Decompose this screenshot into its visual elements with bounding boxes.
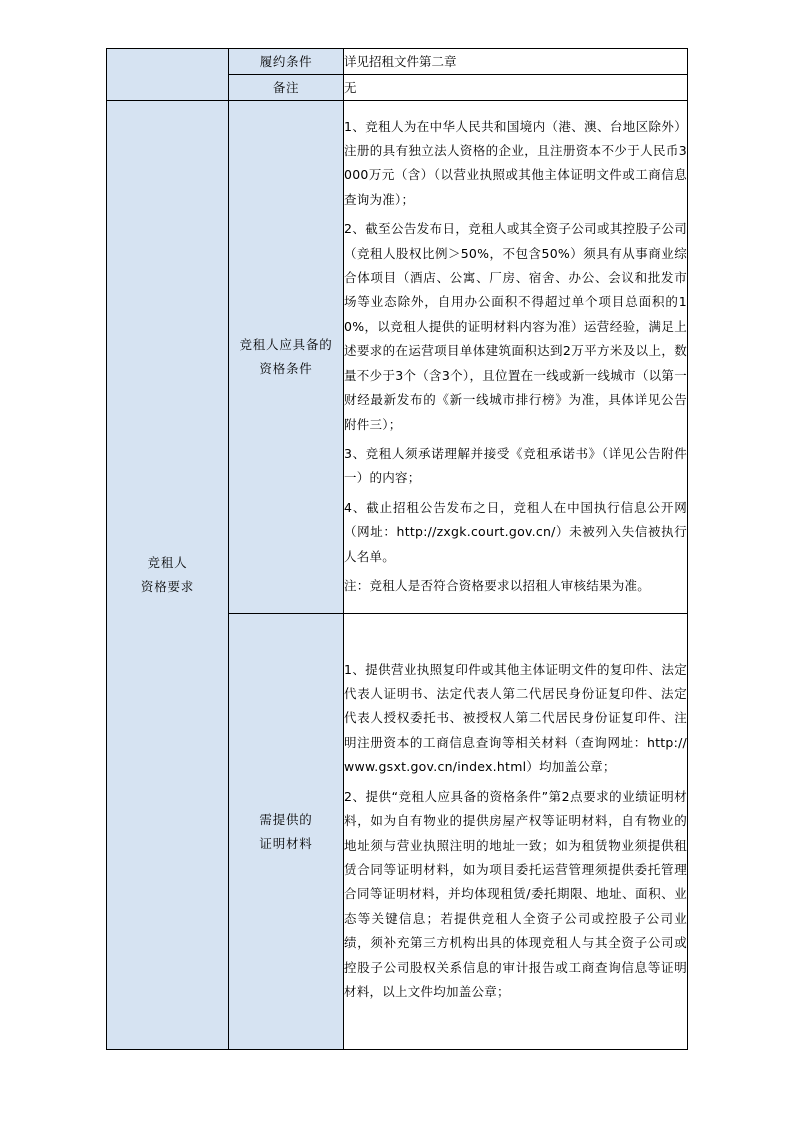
materials-label-line: 证明材料 [259, 835, 313, 851]
row-value: 详见招租文件第二章 [344, 49, 688, 75]
qualification-paragraph: 3、竞租人须承诺理解并接受《竞租承诺书》（详见公告附件一）的内容； [344, 445, 687, 486]
materials-label-line: 需提供的 [259, 811, 313, 827]
row-value: 无 [344, 75, 688, 101]
qualification-paragraph: 4、截止招租公告发布之日，竞租人在中国执行信息公开网（网址：http://zxgk.court.gov.cn/）未被列入失信被执行人名单。 [344, 499, 687, 564]
table-row [107, 49, 688, 75]
section-label-line: 资格要求 [140, 579, 195, 594]
materials-content [344, 614, 688, 1050]
blank-section-cell [107, 49, 229, 101]
materials-paragraph: 1、提供营业执照复印件或其他主体证明文件的复印件、法定代表人证明书、法定代表人第二代居民身份证复印件、法定代表人授权委托书、被授权人第二代居民身份证复印件、注明注册资本的工商信息查询等相关材料（查询网址：http://www.gsxt.gov.cn/index.html）均加盖公章； [344, 661, 687, 775]
qualification-content [344, 101, 688, 614]
materials-paragraph: 2、提供“竞租人应具备的资格条件”第2点要求的业绩证明材料，如为自有物业的提供房屋产权等证明材料，自有物业的地址须与营业执照注明的地址一致；如为租赁物业须提供租赁合同等证明材料，如为项目委托运营管理须提供委托管理合同等证明材料，并均体现租赁/委托期限、地址、面积、业态等关键信息；若提供竞租人全资子公司或控股子公司业绩，须补充第三方机构出具的体现竞租人与其全资子公司或控股子公司股权关系信息的审计报告或工商查询信息等证明材料，以上文件均加盖公章； [344, 788, 687, 999]
row-label: 履约条件 [229, 49, 344, 75]
row-label: 备注 [229, 75, 344, 101]
qualification-paragraph: 2、截至公告发布日，竞租人或其全资子公司或其控股子公司（竞租人股权比例＞50%，不包含50%）须具有从事商业综合体项目（酒店、公寓、厂房、宿舍、办公、会议和批发市场等业态除外，自用办公面积不得超过单个项目总面积的10%，以竞租人提供的证明材料内容为准）运营经验，满足上述要求的在运营项目单体建筑面积达到2万平方米及以上，数量不少于3个（含3个），且位置在一线或新一线城市（以第一财经最新发布的《新一线城市排行榜》为准，具体详见公告附件三）； [344, 221, 687, 432]
qualification-note: 注：竞租人是否符合资格要求以招租人审核结果为准。 [344, 577, 651, 593]
qualification-label-cell [229, 101, 344, 614]
table-row [107, 101, 688, 614]
qualification-label-line: 竞租人应具备的 [239, 337, 333, 352]
qualification-table [106, 48, 688, 1050]
qualification-paragraph: 1、竞租人为在中华人民共和国境内（港、澳、台地区除外）注册的具有独立法人资格的企业，且注册资本不少于人民币3000万元（含）（以营业执照或其他主体证明文件或工商信息查询为准）； [344, 118, 687, 207]
qualification-label-line: 资格条件 [259, 361, 313, 376]
section-label-cell [107, 101, 229, 1050]
section-label-line: 竞租人 [147, 555, 188, 570]
materials-label-cell [229, 614, 344, 1050]
